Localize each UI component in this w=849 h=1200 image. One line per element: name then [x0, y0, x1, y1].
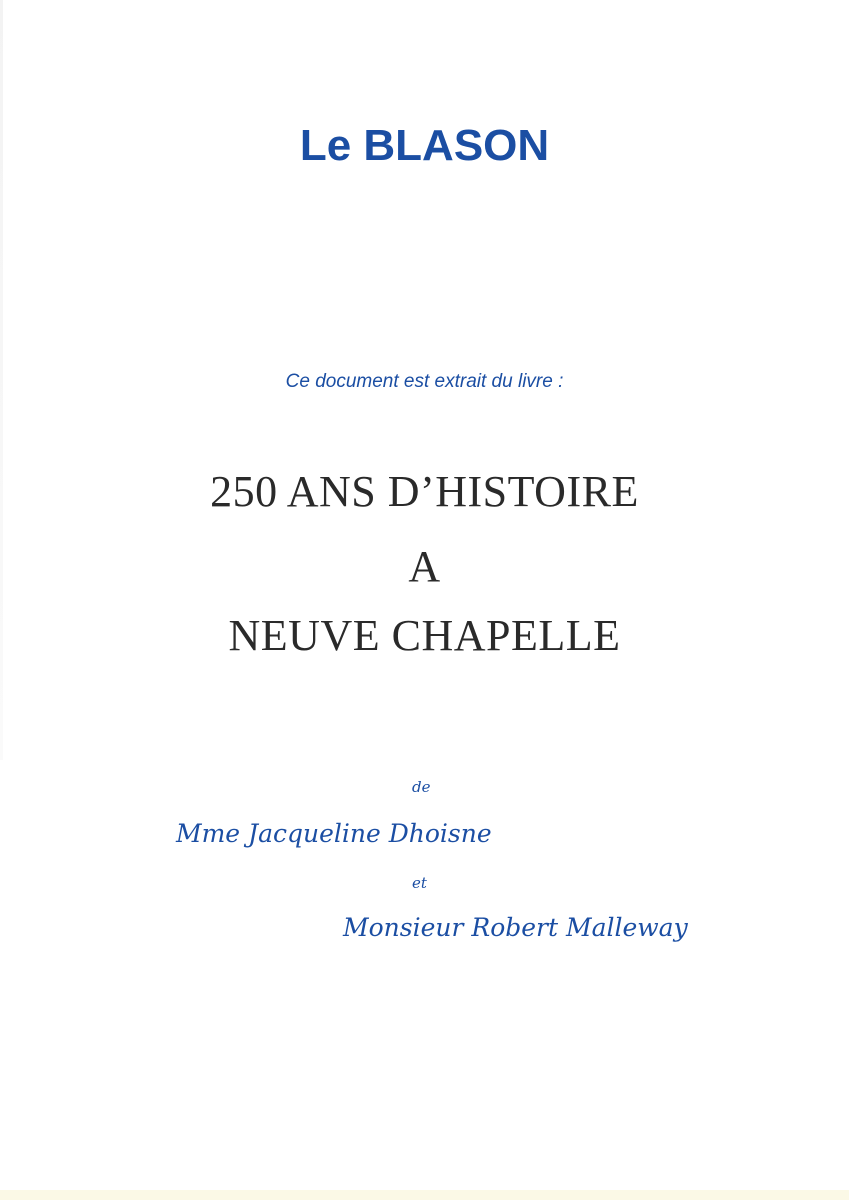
book-title-line-1: 250 ANS D’HISTOIRE: [210, 467, 639, 516]
page-title: Le BLASON: [299, 121, 550, 170]
extract-note: Ce document est extrait du livre :: [285, 371, 564, 392]
author-name-2: Monsieur Robert Malleway: [343, 913, 688, 942]
book-title-line-3: NEUVE CHAPELLE: [228, 611, 621, 660]
and-label: et: [412, 874, 427, 892]
by-label: de: [412, 778, 431, 796]
author-name-1: Mme Jacqueline Dhoisne: [176, 819, 492, 848]
scan-bottom-strip: [0, 1190, 849, 1200]
book-title-line-2: A: [408, 542, 441, 591]
